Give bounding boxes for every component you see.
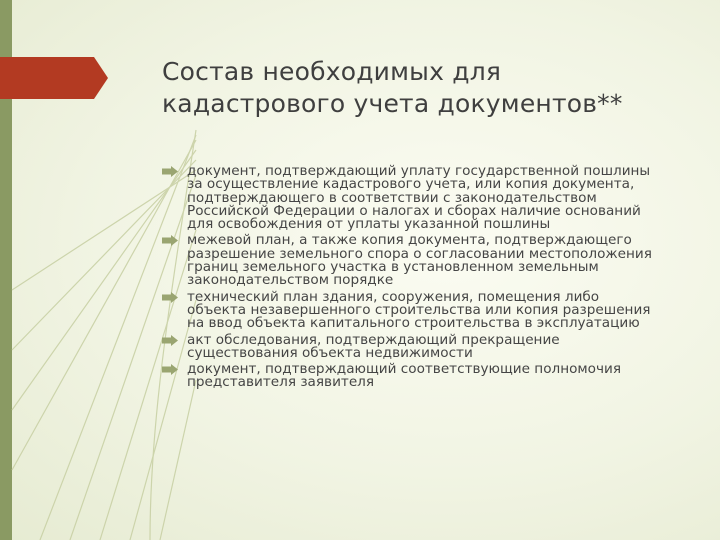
list-item <box>162 165 662 231</box>
accent-tab <box>0 57 108 99</box>
list-item <box>162 288 662 332</box>
bullet-text: документ, подтверждающий соответствующие полномочия представителя заявителя <box>187 361 622 391</box>
bullet-list <box>162 165 662 393</box>
bullet-text: акт обследования, подтверждающий прекращение существования объекта недвижимости <box>187 331 560 361</box>
list-item <box>162 234 662 287</box>
bullet-text: технический план здания, сооружения, помещения либо объекта незавершенного строительства или копия разрешения на ввод объекта капитального строительства в эксплуатацию <box>187 288 651 332</box>
arrow-bullet-icon <box>162 166 178 177</box>
bullet-text: документ, подтверждающий уплату государственной пошлины за осуществление кадастрового учета, или копия документа, подтверждающего в соответствии с законодательством Российской Федерации о налогах и сборах наличие оснований для освобождения от уплаты указанной пошлины <box>187 163 651 233</box>
bullet-text: межевой план, а также копия документа, подтверждающего разрешение земельного спора о согласовании местоположения границ земельного участка в установленном земельным законодательством порядке <box>187 232 652 289</box>
arrow-bullet-icon <box>162 292 178 303</box>
arrow-bullet-icon <box>162 235 178 246</box>
list-item <box>162 363 662 390</box>
slide-title: Состав необходимых для кадастрового учета документов** <box>162 57 623 118</box>
arrow-bullet-icon <box>162 364 178 375</box>
list-item <box>162 331 662 361</box>
arrow-bullet-icon <box>162 335 178 346</box>
